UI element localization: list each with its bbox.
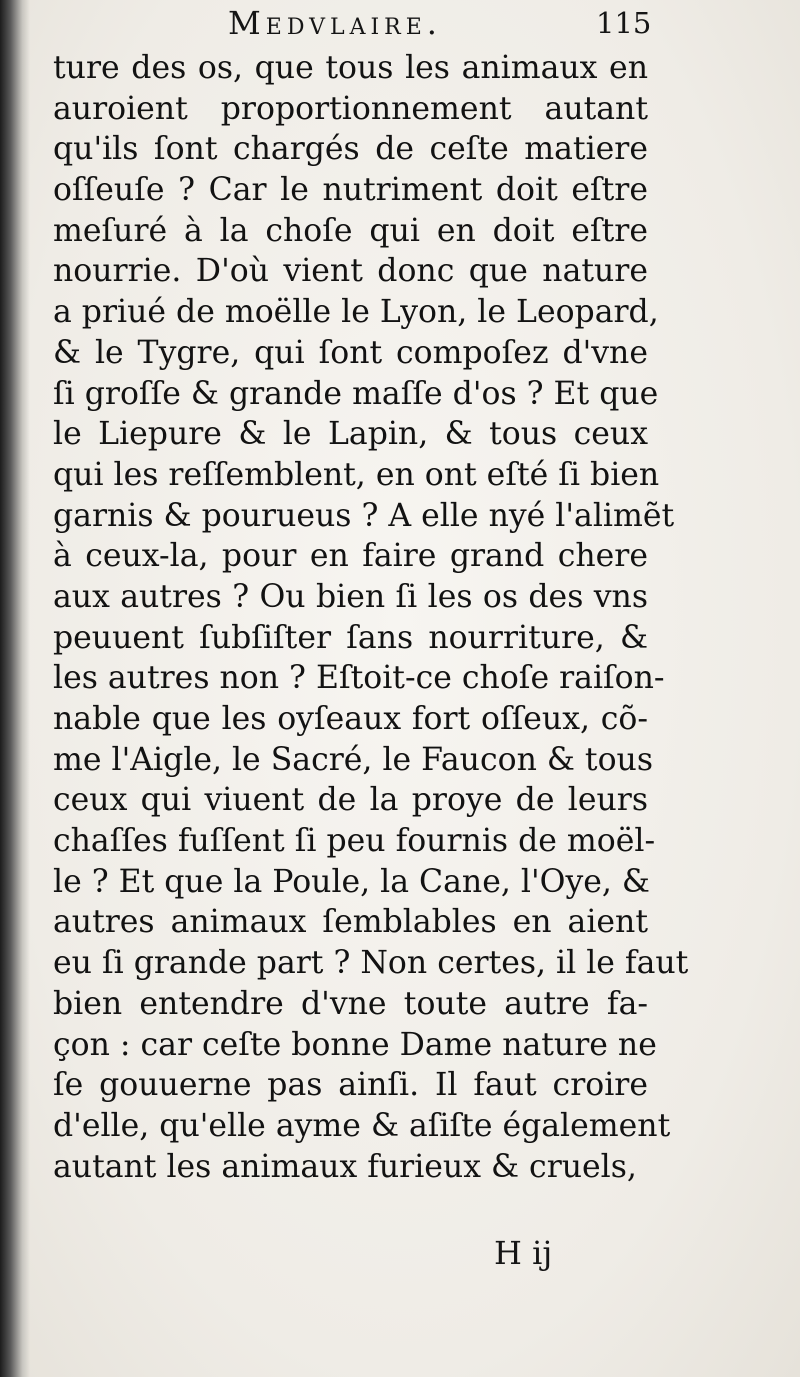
signature-mark: H ij <box>494 1234 553 1272</box>
text-line: qu'ils ſont chargés de ceſte matiere <box>53 131 648 168</box>
text-line: chaſſes fuſſent ſi peu fournis de moël- <box>53 823 656 860</box>
text-line: çon : car ceſte bonne Dame nature ne <box>53 1026 657 1063</box>
text-line: qui les reſſemblent, en ont eſté ſi bien <box>53 456 660 493</box>
text-line: autres animaux ſemblables en aient <box>53 904 648 941</box>
running-title: Medvlaire. <box>228 4 442 42</box>
text-line: ſe gouuerne pas ainſi. Il faut croire <box>53 1067 648 1104</box>
text-line: le ? Et que la Poule, la Cane, l'Oye, & <box>53 863 650 900</box>
text-line: à ceux-la, pour en faire grand chere <box>53 538 648 575</box>
text-line: les autres non ? Eſtoit-ce choſe raiſon- <box>53 660 665 697</box>
text-line: aux autres ? Ou bien ſi les os des vns <box>53 578 648 615</box>
text-line: d'elle, qu'elle ayme & aſiſte également <box>53 1107 671 1144</box>
text-line: ture des os, que tous les animaux en <box>53 50 648 86</box>
text-line: garnis & pourueus ? A elle nyé l'alimẽt <box>53 497 675 534</box>
page-number: 115 <box>596 6 652 40</box>
text-line: nourrie. D'où vient donc que nature <box>53 253 648 290</box>
text-line: me l'Aigle, le Sacré, le Faucon & tous <box>53 741 653 778</box>
text-line: a priué de moëlle le Lyon, le Leopard, <box>53 294 659 331</box>
text-line: ſi groſſe & grande maſſe d'os ? Et que <box>53 375 659 412</box>
text-line: ceux qui viuent de la proye de leurs <box>53 782 648 819</box>
page-gutter-shadow <box>0 0 30 1377</box>
text-line: auroient proportionnement autant <box>53 90 648 127</box>
text-line: oſſeuſe ? Car le nutriment doit eſtre <box>53 172 648 209</box>
text-line: & le Tygre, qui ſont compoſez d'vne <box>53 334 648 371</box>
text-line: le Liepure & le Lapin, & tous ceux <box>53 416 648 453</box>
text-line: autant les animaux furieux & cruels, <box>53 1148 637 1185</box>
text-line: meſuré à la choſe qui en doit eſtre <box>53 212 648 249</box>
page-header <box>0 2 800 42</box>
text-line: peuuent ſubſiſter ſans nourriture, & <box>53 619 648 656</box>
text-line: bien entendre d'vne toute autre fa- <box>53 985 648 1022</box>
text-line: nable que les oyſeaux fort oſſeux, cõ- <box>53 701 648 737</box>
body-text <box>53 48 689 1187</box>
text-line: eu ſi grande part ? Non certes, il le faut <box>53 945 689 982</box>
